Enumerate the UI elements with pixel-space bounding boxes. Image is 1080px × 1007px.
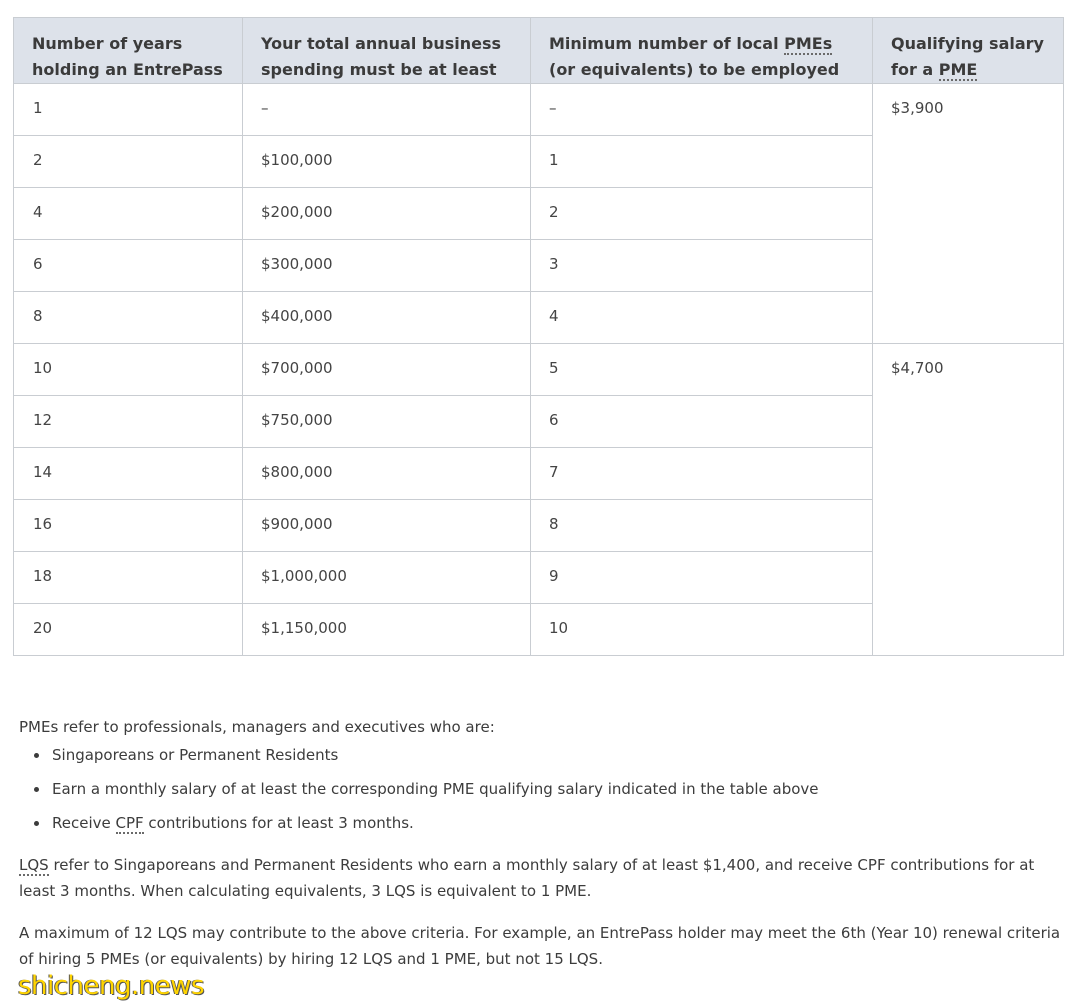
list-item: [52, 810, 1069, 836]
lqs-abbreviation[interactable]: LQS: [19, 856, 49, 874]
min-pmes-cell: 4: [531, 292, 873, 344]
pme-definition-intro: PMEs refer to professionals, managers and executives who are:: [19, 718, 495, 736]
lqs-definition: [19, 852, 1069, 904]
list-item-text: contributions for at least 3 months.: [143, 814, 414, 832]
min-pmes-cell: 1: [531, 136, 873, 188]
header-text: Qualifying salary for a: [891, 34, 1044, 79]
spending-cell: $700,000: [243, 344, 531, 396]
entrepass-renewal-table: [13, 17, 1064, 656]
spending-cell: $750,000: [243, 396, 531, 448]
header-qualifying-salary: [873, 18, 1064, 84]
header-spending: [243, 18, 531, 84]
years-cell: 18: [14, 552, 243, 604]
header-min-pmes: [531, 18, 873, 84]
pme-criteria-list: [19, 742, 1069, 836]
list-item-text: Earn a monthly salary of at least the corresponding PME qualifying salary indicated in the table above: [52, 780, 819, 798]
spending-cell: $300,000: [243, 240, 531, 292]
min-pmes-cell: 10: [531, 604, 873, 656]
notes-section: [19, 714, 1069, 972]
spending-cell: $100,000: [243, 136, 531, 188]
lqs-definition-text: refer to Singaporeans and Permanent Residents who earn a monthly salary of at least $1,400, and receive CPF contributions for at least 3 months. When calculating equivalents, 3 LQS is equivalent to 1 PME.: [19, 856, 1035, 900]
header-text: Minimum number of local: [549, 34, 785, 53]
years-cell: 1: [14, 84, 243, 136]
min-pmes-cell: 9: [531, 552, 873, 604]
min-pmes-cell: 8: [531, 500, 873, 552]
spending-cell: $400,000: [243, 292, 531, 344]
years-cell: 12: [14, 396, 243, 448]
lqs-maximum-note: A maximum of 12 LQS may contribute to the above criteria. For example, an EntrePass holder may meet the 6th (Year 10) renewal criteria of hiring 5 PMEs (or equivalents) by hiring 12 LQS and 1 PME, but not 15 LQS.: [19, 924, 1061, 968]
min-pmes-cell: 3: [531, 240, 873, 292]
qualifying-salary-cell: $3,900: [873, 84, 1064, 344]
header-years: [14, 18, 243, 84]
years-cell: 10: [14, 344, 243, 396]
years-cell: 20: [14, 604, 243, 656]
spending-cell: $1,000,000: [243, 552, 531, 604]
watermark: shicheng.news: [18, 971, 205, 1001]
years-cell: 2: [14, 136, 243, 188]
years-cell: 4: [14, 188, 243, 240]
cpf-abbreviation[interactable]: CPF: [115, 814, 144, 832]
min-pmes-cell: 2: [531, 188, 873, 240]
header-text: Your total annual business spending must be at least: [261, 34, 502, 79]
min-pmes-cell: 5: [531, 344, 873, 396]
spending-cell: $800,000: [243, 448, 531, 500]
years-cell: 8: [14, 292, 243, 344]
list-item-text: Receive: [52, 814, 116, 832]
spending-cell: $900,000: [243, 500, 531, 552]
header-text: (or equivalents) to be employed: [549, 60, 840, 79]
min-pmes-cell: 6: [531, 396, 873, 448]
spending-cell: $200,000: [243, 188, 531, 240]
qualifying-salary-cell: $4,700: [873, 344, 1064, 656]
header-text: Number of years holding an EntrePass: [32, 34, 223, 79]
years-cell: 14: [14, 448, 243, 500]
years-cell: 6: [14, 240, 243, 292]
list-item: [52, 776, 1069, 802]
table-row: [14, 84, 1064, 136]
pme-abbreviation[interactable]: PME: [938, 60, 978, 79]
pme-abbreviation[interactable]: PMEs: [784, 34, 833, 53]
table-body: [14, 84, 1064, 656]
list-item-text: Singaporeans or Permanent Residents: [52, 746, 339, 764]
min-pmes-cell: –: [531, 84, 873, 136]
spending-cell: –: [243, 84, 531, 136]
table-row: [14, 344, 1064, 396]
years-cell: 16: [14, 500, 243, 552]
list-item: [52, 742, 1069, 768]
table-header-row: [14, 18, 1064, 84]
min-pmes-cell: 7: [531, 448, 873, 500]
spending-cell: $1,150,000: [243, 604, 531, 656]
